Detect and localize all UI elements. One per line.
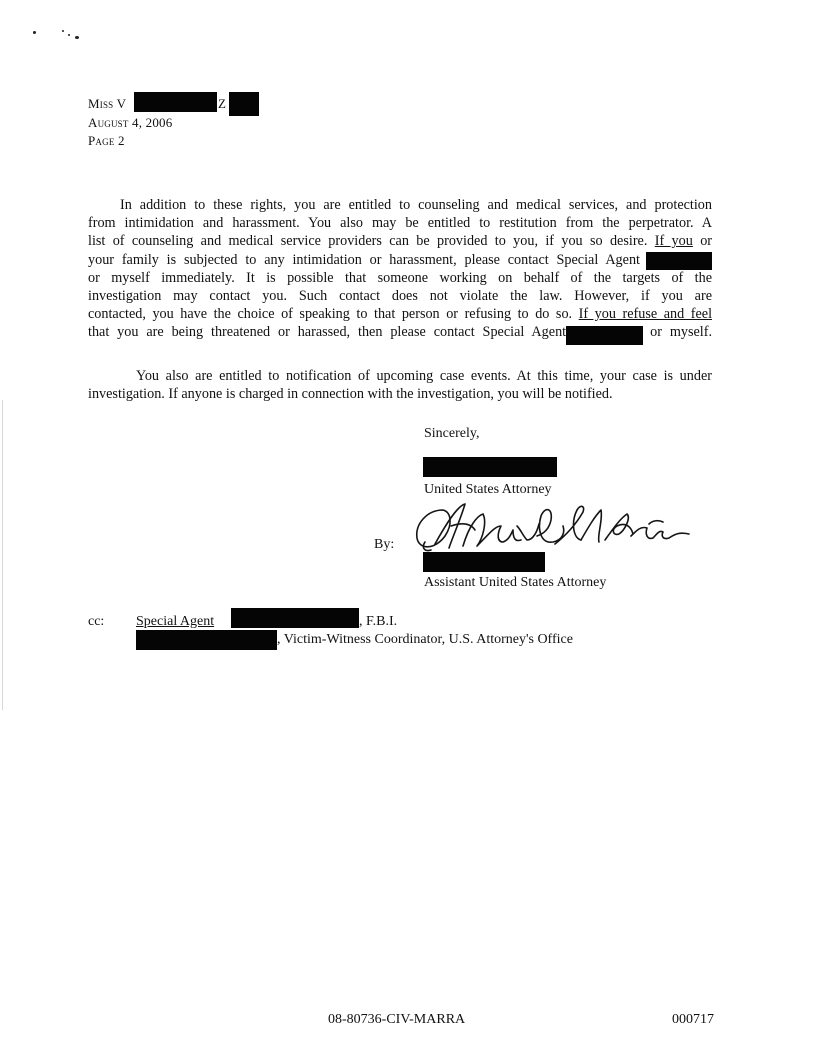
bates-number: 000717	[672, 1012, 714, 1027]
paragraph-line: list of counseling and medical service providers can be provided to you, if you so desire. If you or	[88, 233, 713, 250]
cc-recipient-agent	[136, 613, 214, 631]
redaction-ausa-name	[423, 552, 545, 572]
addressee-line	[88, 95, 126, 112]
redaction-addressee-surname	[229, 92, 259, 116]
paragraph-line: that you are being threatened or harassed, then please contact Special Agent or myself.	[88, 324, 712, 341]
redaction-addressee-name	[134, 92, 217, 112]
redaction-special-agent-1	[646, 252, 712, 270]
redaction-us-attorney-name	[423, 457, 557, 477]
redaction-special-agent-2	[566, 326, 643, 345]
salutation: Sincerely,	[424, 426, 480, 441]
paragraph-line: investigation may contact you. Such contact does not violate the law. However, if you are	[88, 287, 712, 304]
paragraph-line: contacted, you have the choice of speaking to that person or refusing to do so. If you refuse and feel	[88, 306, 713, 323]
redaction-cc-agent-name	[231, 608, 359, 628]
case-number: 08-80736-CIV-MARRA	[328, 1012, 466, 1027]
paragraph-line: from intimidation and harassment. You also may be entitled to restitution from the perpetrator. A	[88, 215, 712, 232]
paragraph-line: investigation. If anyone is charged in connection with the investigation, you will be notified.	[88, 386, 613, 403]
paragraph-notification	[88, 367, 712, 403]
paragraph-line: You also are entitled to notification of upcoming case events. At this time, your case is under	[136, 368, 712, 384]
handwritten-signature	[405, 496, 695, 558]
paragraph-rights	[88, 196, 712, 342]
redaction-cc-coordinator-name	[136, 630, 277, 650]
paragraph-line: or myself immediately. It is possible that someone working on behalf of the targets of the	[88, 269, 712, 286]
page-label: Page 2	[88, 133, 125, 148]
letter-date: August 4, 2006	[88, 115, 173, 130]
scan-speck	[68, 34, 70, 36]
cc-coordinator-suffix: , Victim-Witness Coordinator, U.S. Attorney's Office	[277, 632, 573, 647]
ausa-title: Assistant United States Attorney	[424, 575, 607, 590]
cc-label: cc:	[88, 614, 105, 629]
cc-agent-suffix: , F.B.I.	[359, 614, 398, 629]
addressee-mid: Z	[218, 96, 227, 111]
addressee-prefix: Miss V	[88, 96, 127, 111]
scan-edge-line	[2, 400, 3, 710]
by-label: By:	[374, 537, 395, 552]
scan-speck	[62, 30, 64, 32]
paragraph-line: In addition to these rights, you are entitled to counseling and medical services, and protection	[120, 197, 712, 213]
paragraph-line: your family is subjected to any intimidation or harassment, please contact Special Agent	[88, 251, 640, 268]
scan-speck	[75, 36, 79, 39]
scan-speck	[33, 31, 36, 34]
us-attorney-title: United States Attorney	[424, 482, 552, 497]
cc-agent-prefix: Special Agent	[136, 614, 215, 629]
